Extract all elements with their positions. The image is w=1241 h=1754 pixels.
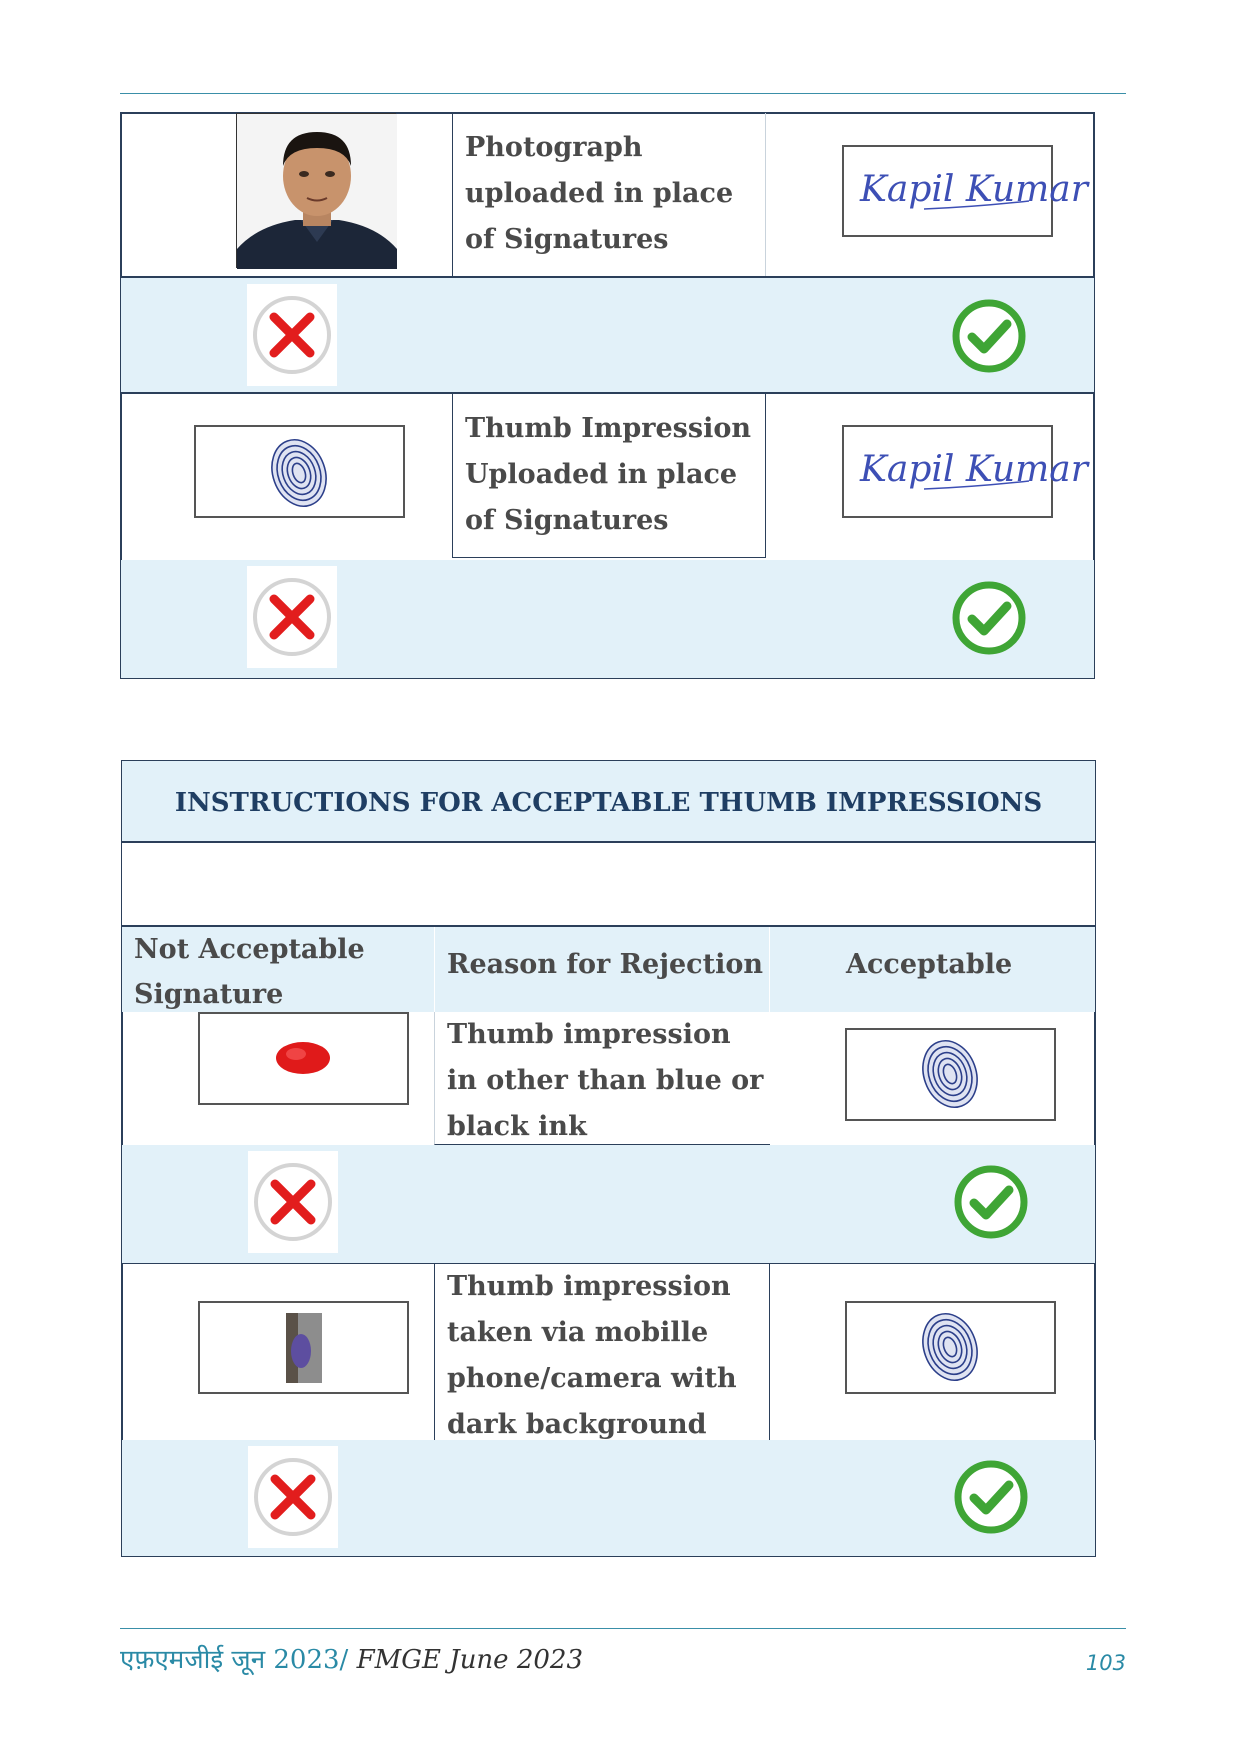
header-rule xyxy=(120,93,1126,94)
column-header-row xyxy=(122,927,1095,1012)
reason-cell xyxy=(452,394,766,558)
reject-x-icon xyxy=(247,566,337,668)
accept-check-icon-wrap xyxy=(952,1458,1030,1536)
person-photo xyxy=(237,114,397,269)
reason-cell xyxy=(452,113,766,276)
thumbprint-frame xyxy=(845,1028,1056,1121)
reason-text: Photograph uploaded in place of Signatures xyxy=(465,132,734,255)
accept-check-icon xyxy=(950,297,1028,375)
verdict-row xyxy=(121,276,1094,394)
col-header-reason: Reason for Rejection xyxy=(447,949,763,980)
reject-icon-box xyxy=(247,284,337,386)
photo-frame xyxy=(236,113,396,268)
reject-x-icon xyxy=(248,1151,338,1253)
signature-frame xyxy=(842,145,1088,237)
signature-frame xyxy=(842,425,1088,518)
reason-text: Thumb impression taken via mobille phone/camera with dark background xyxy=(447,1271,737,1440)
footer-english: FMGE June 2023 xyxy=(348,1645,584,1675)
footer-rule xyxy=(120,1628,1126,1629)
table-row xyxy=(121,394,1094,558)
accept-check-icon xyxy=(952,1458,1030,1536)
footer-title xyxy=(120,1640,583,1676)
heading-band xyxy=(122,761,1095,843)
footer-hindi: एफ़एमजीई जून 2023/ xyxy=(120,1645,349,1675)
accept-check-icon-wrap xyxy=(952,1163,1030,1241)
reason-text: Thumb Impression Uploaded in place of Signatures xyxy=(465,413,751,536)
verdict-row xyxy=(122,1440,1095,1556)
reason-text: Thumb impression in other than blue or black ink xyxy=(447,1019,764,1142)
reject-icon-box xyxy=(248,1151,338,1253)
reject-icon-box xyxy=(247,566,337,668)
thumbprint-frame xyxy=(194,425,405,518)
thumbprint-frame xyxy=(198,1301,409,1394)
reject-x-icon xyxy=(248,1446,338,1548)
accept-check-icon-wrap xyxy=(950,579,1028,657)
blue-thumbprint xyxy=(847,1303,1054,1392)
signature-text: Kapil Kumar xyxy=(860,169,1088,210)
signature-text: Kapil Kumar xyxy=(860,449,1088,490)
signature-image xyxy=(844,427,1088,516)
col-header-reason-cell xyxy=(434,927,770,1012)
col-header-not-acceptable: Not Acceptable Signature xyxy=(134,934,365,1010)
reject-icon-box xyxy=(248,1446,338,1548)
verdict-row xyxy=(122,1145,1095,1263)
reason-cell xyxy=(434,1264,770,1441)
accept-check-icon-wrap xyxy=(950,297,1028,375)
thumbprint-image xyxy=(196,427,403,516)
verdict-row xyxy=(121,560,1094,678)
col-header-acceptable: Acceptable xyxy=(846,949,1013,980)
table-row xyxy=(121,113,1094,276)
reason-cell xyxy=(434,1012,770,1145)
thumbprint-frame xyxy=(845,1301,1056,1394)
accept-check-icon xyxy=(952,1163,1030,1241)
blue-thumbprint xyxy=(847,1030,1054,1119)
camera-thumbprint-photo xyxy=(200,1303,407,1392)
spacer-row xyxy=(122,843,1095,927)
section-heading: INSTRUCTIONS FOR ACCEPTABLE THUMB IMPRESSIONS xyxy=(174,788,1043,818)
table-row xyxy=(122,1263,1095,1440)
reject-x-icon xyxy=(247,284,337,386)
table-row xyxy=(122,1012,1095,1145)
red-thumbprint xyxy=(200,1014,407,1103)
signature-image xyxy=(844,147,1088,235)
thumbprint-frame xyxy=(198,1012,409,1105)
page-number: 103 xyxy=(1085,1651,1126,1675)
accept-check-icon xyxy=(950,579,1028,657)
